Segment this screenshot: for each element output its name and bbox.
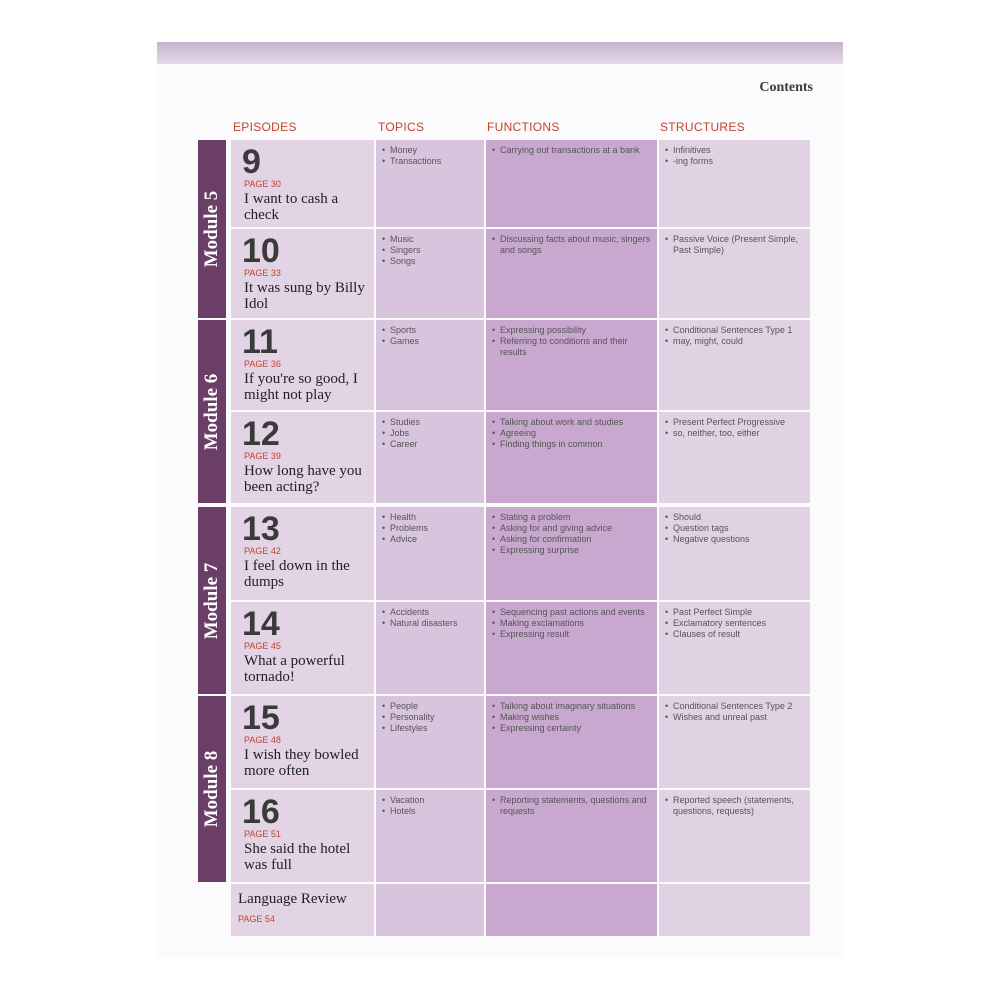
episode-title: If you're so good, I might not play [244,371,358,403]
episode-number: 16 [242,793,280,831]
episode-page: PAGE 51 [244,829,281,839]
function-item: • Expressing result [492,629,651,640]
episode-cell [231,229,374,318]
module-label: Module 8 [201,750,222,828]
structure-item: • may, might, could [665,336,804,347]
function-item: • Expressing possibility [492,325,651,336]
structure-item: • Conditional Sentences Type 2 [665,701,804,712]
functions-cell [486,229,657,318]
structure-item: • Wishes and unreal past [665,712,804,723]
functions-cell [486,507,657,600]
structure-item: • -ing forms [665,156,804,167]
episode-number: 9 [242,143,261,181]
episode-number: 10 [242,232,280,270]
episode-number: 11 [242,323,278,361]
functions-cell [486,602,657,694]
topics-cell [376,884,484,936]
episode-title: I want to cash a check [244,191,339,223]
module-label: Module 5 [201,190,222,268]
function-item: • Expressing surprise [492,545,651,556]
structures-cell [659,320,810,410]
episode-page: PAGE 36 [244,359,281,369]
structure-item: • Exclamatory sentences [665,618,804,629]
structure-item: • Clauses of result [665,629,804,640]
topic-item: • Accidents [382,607,478,618]
structure-item: • Negative questions [665,534,804,545]
episode-row [231,229,810,318]
language-review-row [231,884,810,936]
topics-cell [376,696,484,788]
function-item: • Asking for confirmation [492,534,651,545]
topic-item: • Career [382,439,478,450]
function-item: • Making wishes [492,712,651,723]
topic-item: • Hotels [382,806,478,817]
contents-page [157,42,843,958]
structure-item: • Passive Voice (Present Simple, Past Simple) [665,234,804,256]
structure-item: • so, neither, too, either [665,428,804,439]
structure-item: • Question tags [665,523,804,534]
topic-item: • Studies [382,417,478,428]
column-header-functions: FUNCTIONS [487,120,560,134]
episode-page: PAGE 45 [244,641,281,651]
structures-cell [659,696,810,788]
functions-cell [486,696,657,788]
episode-row [231,140,810,227]
structures-cell [659,229,810,318]
episode-page: PAGE 48 [244,735,281,745]
function-item: • Carrying out transactions at a bank [492,145,651,156]
topic-item: • Transactions [382,156,478,167]
functions-cell [486,884,657,936]
function-item: • Making exclamations [492,618,651,629]
column-header-topics: TOPICS [378,120,425,134]
structures-cell [659,884,810,936]
episode-number: 13 [242,510,280,548]
topic-item: • Advice [382,534,478,545]
topics-cell [376,790,484,882]
topic-item: • Lifestyles [382,723,478,734]
episode-title: I feel down in the dumps [244,558,350,590]
topic-item: • Health [382,512,478,523]
topics-cell [376,602,484,694]
episode-row [231,507,810,600]
topic-item: • Problems [382,523,478,534]
episode-title: How long have you been acting? [244,463,362,495]
episode-cell [231,320,374,410]
episode-row [231,320,810,410]
structures-cell [659,790,810,882]
topic-item: • Sports [382,325,478,336]
structures-cell [659,412,810,503]
episode-title: What a powerful tornado! [244,653,345,685]
functions-cell [486,790,657,882]
episode-cell [231,507,374,600]
functions-cell [486,320,657,410]
episode-cell [231,602,374,694]
episode-row [231,696,810,788]
function-item: • Talking about imaginary situations [492,701,651,712]
topic-item: • Money [382,145,478,156]
episode-cell [231,412,374,503]
function-item: • Agreeing [492,428,651,439]
episode-number: 14 [242,605,280,643]
topics-cell [376,507,484,600]
function-item: • Sequencing past actions and events [492,607,651,618]
column-header-episodes: EPISODES [233,120,297,134]
topics-cell [376,229,484,318]
structure-item: • Infinitives [665,145,804,156]
episode-number: 12 [242,415,280,453]
module-label: Module 6 [201,373,222,450]
topic-item: • Vacation [382,795,478,806]
topic-item: • Personality [382,712,478,723]
structure-item: • Should [665,512,804,523]
episode-title: It was sung by Billy Idol [244,280,365,312]
function-item: • Discussing facts about music, singers and songs [492,234,651,256]
topic-item: • Games [382,336,478,347]
episode-cell [231,696,374,788]
episode-cell [231,140,374,227]
functions-cell [486,140,657,227]
topics-cell [376,320,484,410]
page-top-band [157,42,843,64]
function-item: • Expressing certainty [492,723,651,734]
language-review-title: Language Review [238,891,347,907]
topic-item: • Music [382,234,478,245]
function-item: • Stating a problem [492,512,651,523]
function-item: • Reporting statements, questions and requests [492,795,651,817]
structures-cell [659,507,810,600]
episode-row [231,602,810,694]
episode-row [231,412,810,503]
episode-page: PAGE 39 [244,451,281,461]
module-label: Module 7 [201,562,222,639]
structure-item: • Conditional Sentences Type 1 [665,325,804,336]
topic-item: • Jobs [382,428,478,439]
function-item: • Finding things in common [492,439,651,450]
episode-row [231,790,810,882]
function-item: • Talking about work and studies [492,417,651,428]
functions-cell [486,412,657,503]
topic-item: • Songs [382,256,478,267]
topics-cell [376,412,484,503]
episode-title: She said the hotel was full [244,841,351,873]
episode-cell [231,790,374,882]
episode-page: PAGE 30 [244,179,281,189]
function-item: • Referring to conditions and their results [492,336,651,358]
function-item: • Asking for and giving advice [492,523,651,534]
module-5-band [198,140,226,318]
column-header-structures: STRUCTURES [660,120,746,134]
module-6-band [198,320,226,503]
module-7-band [198,507,226,694]
episode-page: PAGE 42 [244,546,281,556]
module-8-band [198,696,226,882]
episode-title: I wish they bowled more often [244,747,359,779]
structures-cell [659,140,810,227]
structure-item: • Present Perfect Progressive [665,417,804,428]
topic-item: • Singers [382,245,478,256]
structure-item: • Reported speech (statements, questions, requests) [665,795,804,817]
structure-item: • Past Perfect Simple [665,607,804,618]
page-title: Contents [759,80,813,95]
topics-cell [376,140,484,227]
structures-cell [659,602,810,694]
topic-item: • Natural disasters [382,618,478,629]
language-review-page: PAGE 54 [238,914,275,924]
language-review-cell [231,884,374,936]
episode-number: 15 [242,699,280,737]
topic-item: • People [382,701,478,712]
episode-page: PAGE 33 [244,268,281,278]
